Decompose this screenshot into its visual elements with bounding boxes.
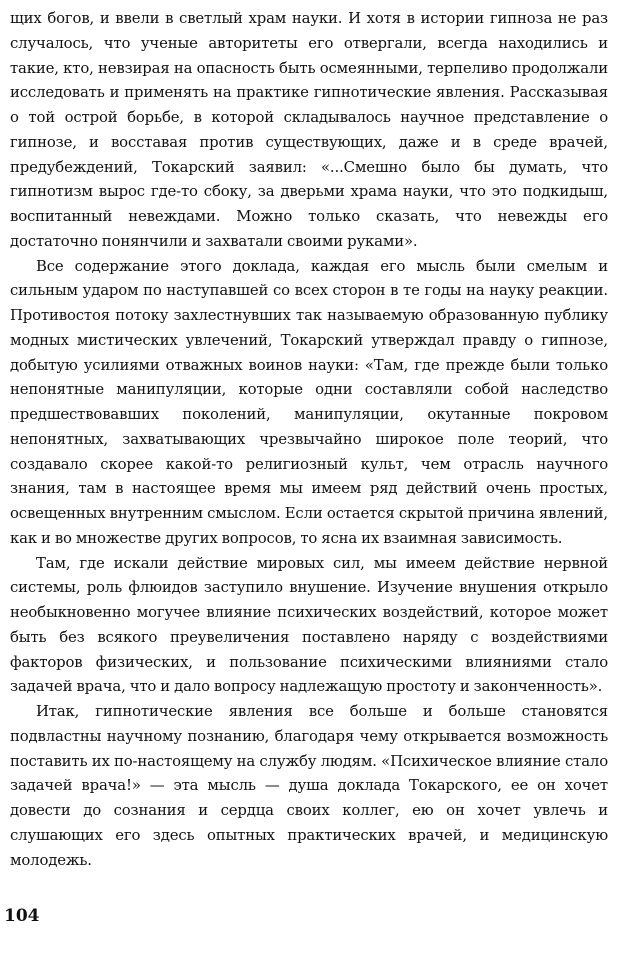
page-text: [10, 6, 608, 872]
paragraph-1: щих богов, и ввели в светлый храм науки. И хотя в истории гипноза не раз случалось, что ученые авторитеты его отвергали, всегда находились и такие, кто, невзирая на опасность быть осмеянными, терпеливо продолжали исследовать и применять на практике гипнотические явления. Рассказывая о той острой борьбе, в которой складывалось научное представление о гипнозе, и восставая против существующих, даже и в среде врачей, предубеждений, Токарский заявил: «...Смешно было бы думать, что гипнотизм вырос где-то сбоку, за дверьми храма науки, что это подкидыш, воспитанный невеждами. Можно только сказать, что невежды его достаточно понянчили и захватали своими руками».: [10, 9, 608, 250]
page-number: 104: [4, 906, 40, 926]
paragraph-4: Итак, гипнотические явления все больше и больше становятся подвластны научному познанию, благодаря чему открывается возможность поставить их по-настоящему на службу людям. «Психическое влияние стало задачей врача!» — эта мысль — душа доклада Токарского, ее он хочет довести до сознания и сердца своих коллег, ею он хочет увлечь и слушающих его здесь опытных практических врачей, и медицинскую молодежь.: [10, 702, 608, 869]
paragraph-3: Там, где искали действие мировых сил, мы имеем действие нервной системы, роль флюидов заступило внушение. Изучение внушения открыло необыкновенно могучее влияние психических воздействий, которое может быть без всякого преувеличения поставлено наряду с воздействиями факторов физических, и пользование психическими влияниями стало задачей врача, что и дало вопросу надлежащую простоту и законченность».: [10, 553, 608, 696]
paragraph-2: Все содержание этого доклада, каждая его мысль были смелым и сильным ударом по наступавшей со всех сторон в те годы на науку реакции. Противостоя потоку захлестнувших так называемую образованную публику модных мистических увлечений, Токарский утверждал правду о гипнозе, добытую усилиями отважных воинов науки: «Там, где прежде были только непонятные манипуляции, которые одни составляли собой наследство предшествовавших поколений, манипуляции, окутанные покровом непонятных, захватывающих чрезвычайно широкое поле теорий, что создавало скорее какой-то религиозный культ, чем отрасль научного знания, там в настоящее время мы имеем ряд действий очень простых, освещенных внутренним смыслом. Если остается скрытой причина явлений, как и во множестве других вопросов, то ясна их взаимная зависимость.: [10, 256, 608, 547]
